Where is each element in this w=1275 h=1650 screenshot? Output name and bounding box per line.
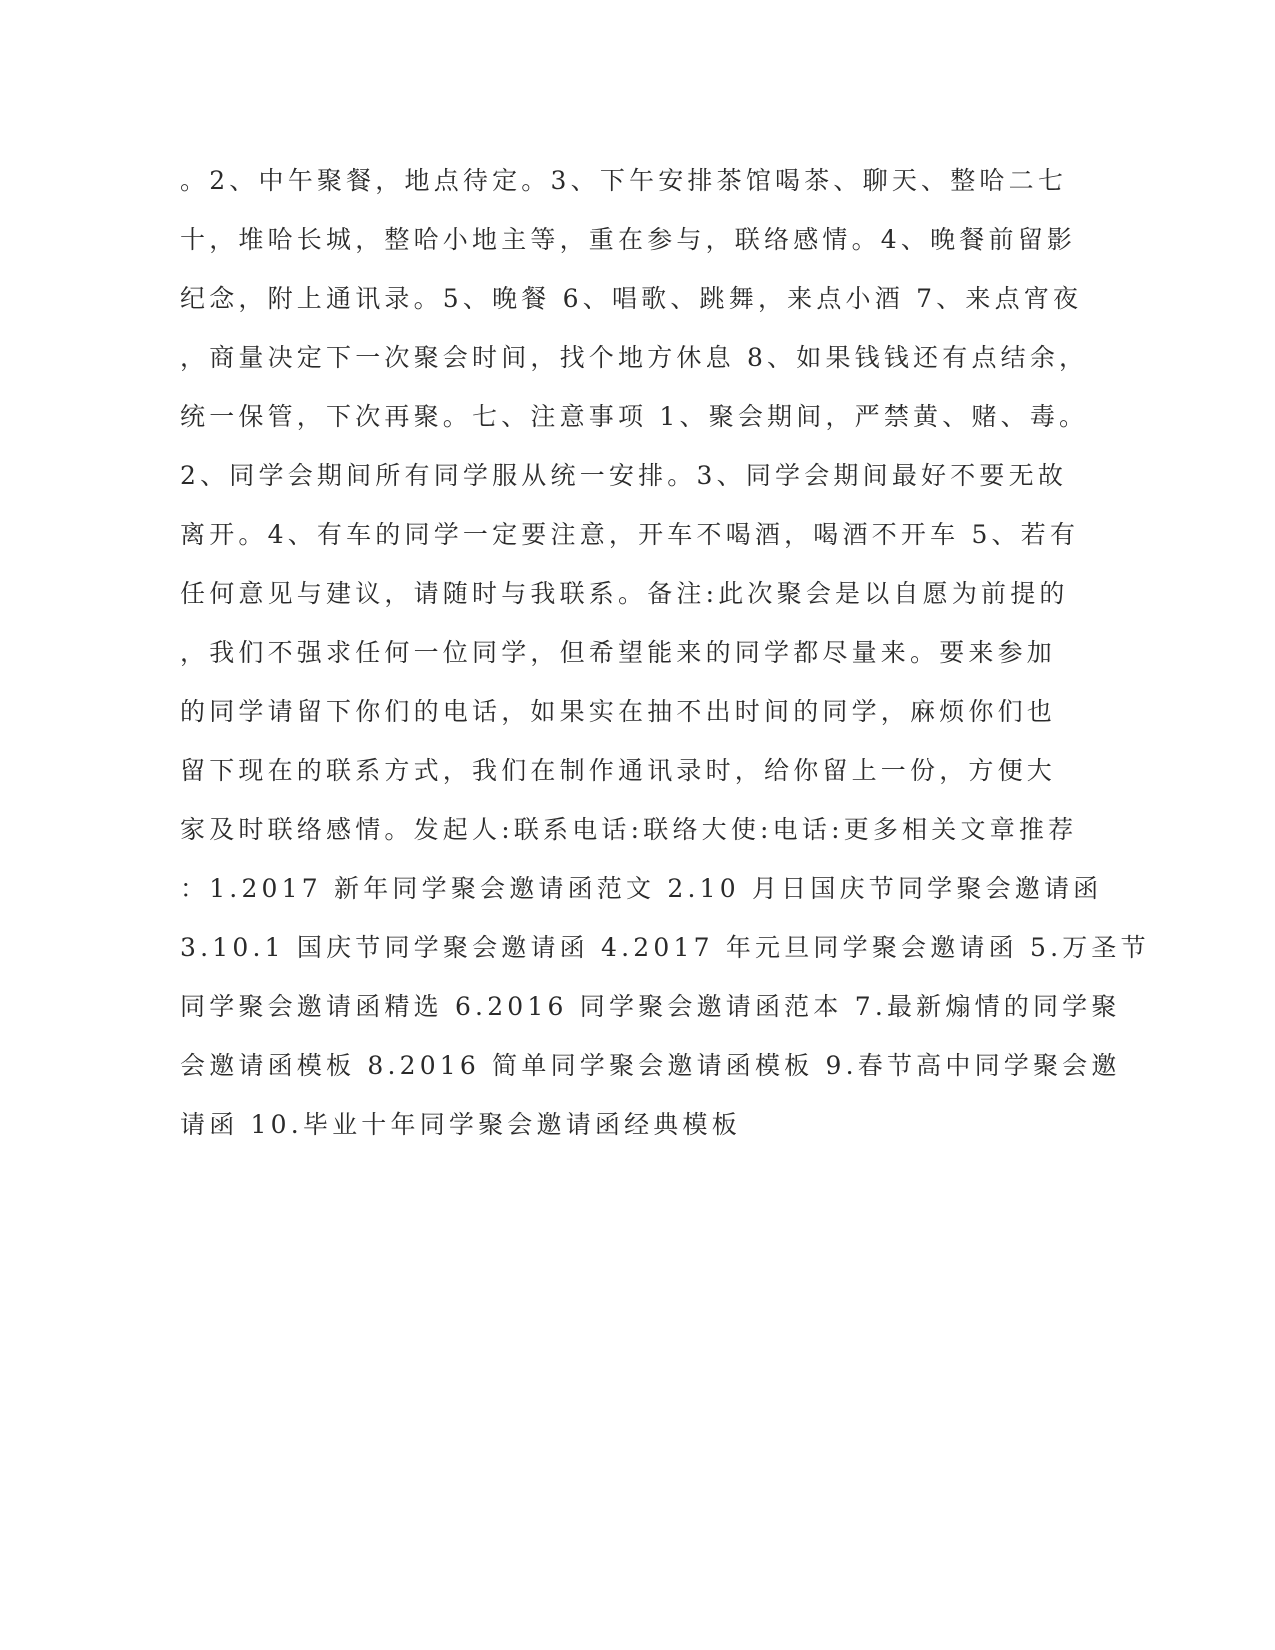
text-line: 家及时联络感情。发起人:联系电话:联络大使:电话:更多相关文章推荐 bbox=[180, 815, 1078, 844]
text-line: 留下现在的联系方式，我们在制作通讯录时，给你留上一份，方便大 bbox=[180, 756, 1057, 785]
text-line: 请函 10.毕业十年同学聚会邀请函经典模板 bbox=[180, 1110, 741, 1139]
text-line: 纪念，附上通讯录。5、晚餐 6、唱歌、跳舞，来点小酒 7、来点宵夜 bbox=[180, 284, 1083, 313]
text-line: 任何意见与建议，请随时与我联系。备注:此次聚会是以自愿为前提的 bbox=[180, 579, 1069, 608]
text-line: 离开。4、有车的同学一定要注意，开车不喝酒，喝酒不开车 5、若有 bbox=[180, 520, 1080, 549]
text-line: 会邀请函模板 8.2016 简单同学聚会邀请函模板 9.春节高中同学聚会邀 bbox=[180, 1051, 1121, 1080]
text-line: 的同学请留下你们的电话，如果实在抽不出时间的同学，麻烦你们也 bbox=[180, 697, 1057, 726]
text-line: 2、同学会期间所有同学服从统一安排。3、同学会期间最好不要无故 bbox=[180, 461, 1068, 490]
text-line: 3.10.1 国庆节同学聚会邀请函 4.2017 年元旦同学聚会邀请函 5.万圣节 bbox=[180, 933, 1150, 962]
text-line: ：1.2017 新年同学聚会邀请函范文 2.10 月日国庆节同学聚会邀请函 bbox=[180, 874, 1103, 903]
text-line: 。2、中午聚餐，地点待定。3、下午安排茶馆喝茶、聊天、整哈二七 bbox=[180, 166, 1068, 195]
text-line: 统一保管，下次再聚。七、注意事项 1、聚会期间，严禁黄、赌、毒。 bbox=[180, 402, 1089, 431]
body-text bbox=[180, 158, 1150, 1161]
text-line: 十，堆哈长城，整哈小地主等，重在参与，联络感情。4、晚餐前留影 bbox=[180, 225, 1077, 254]
text-line: ，商量决定下一次聚会时间，找个地方休息 8、如果钱钱还有点结余， bbox=[180, 343, 1089, 372]
text-line: ，我们不强求任何一位同学，但希望能来的同学都尽量来。要来参加 bbox=[180, 638, 1057, 667]
text-line: 同学聚会邀请函精选 6.2016 同学聚会邀请函范本 7.最新煽情的同学聚 bbox=[180, 992, 1121, 1021]
